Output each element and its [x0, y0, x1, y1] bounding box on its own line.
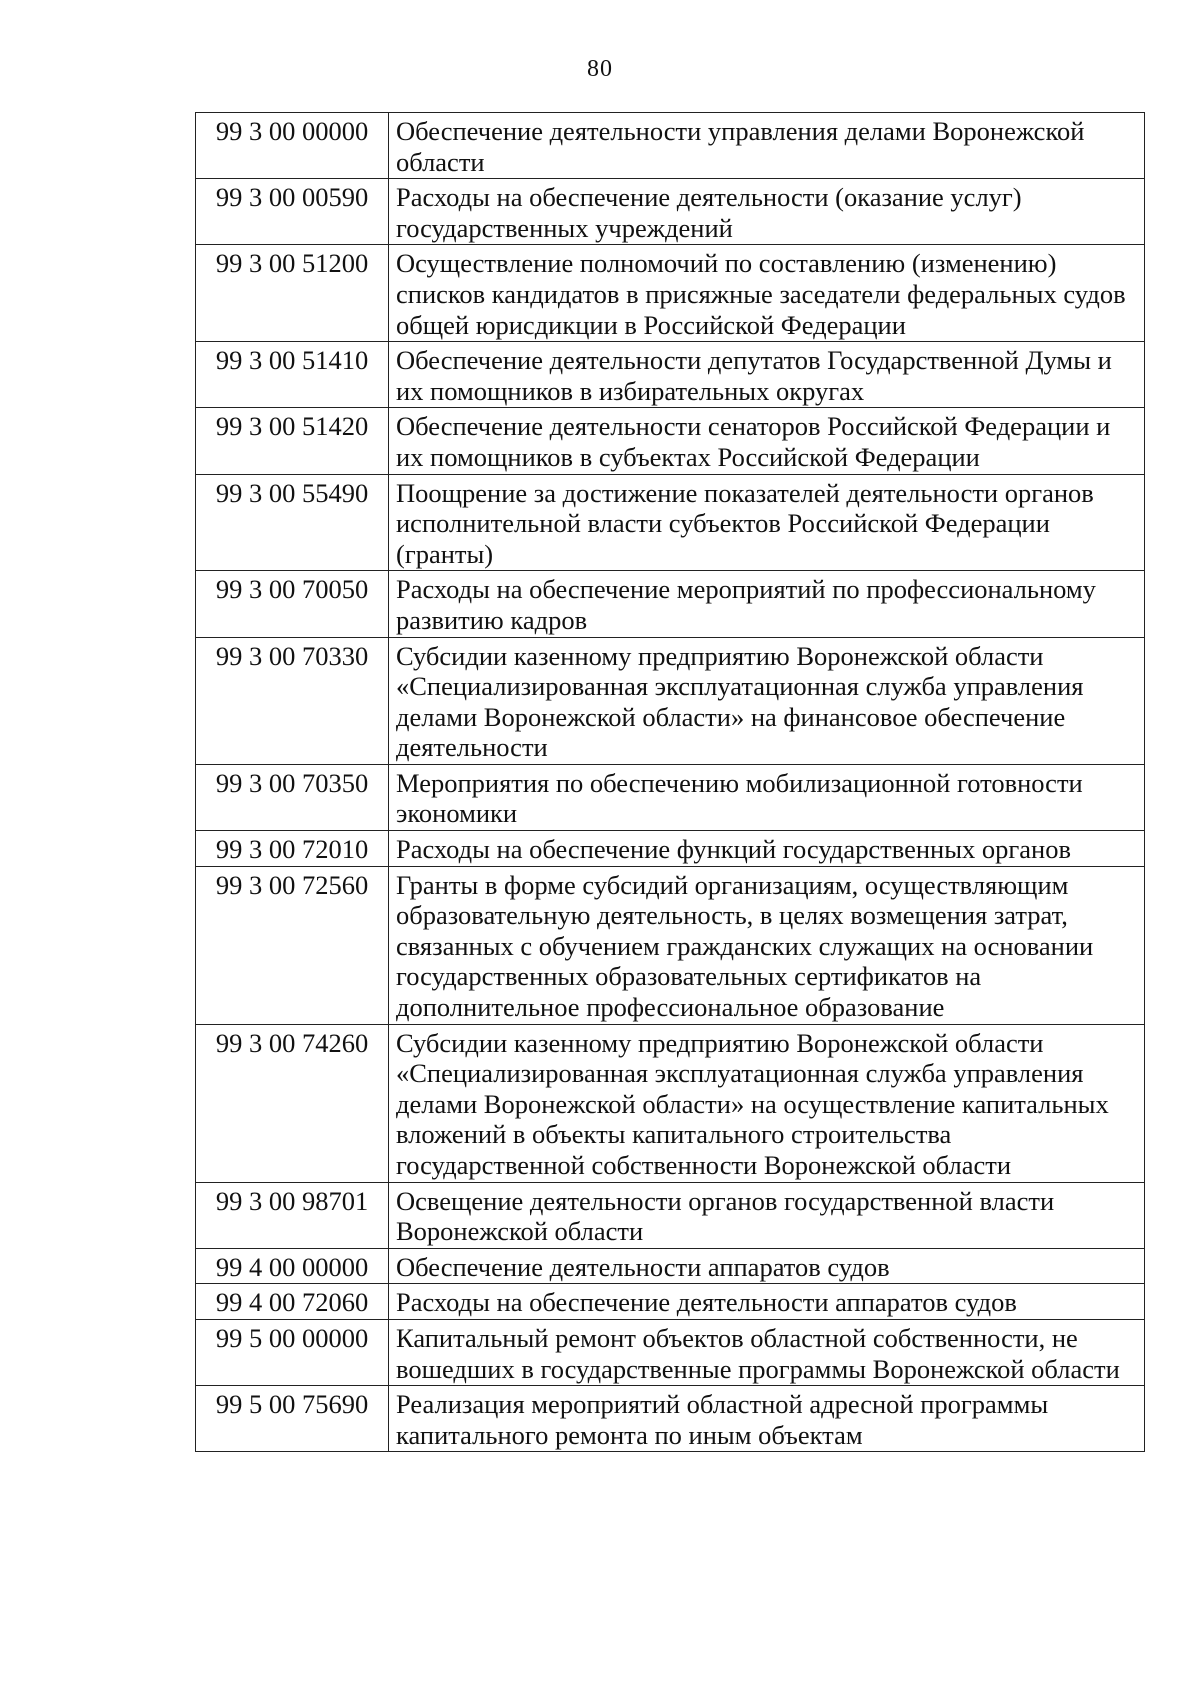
row-code: 99 4 00 72060: [196, 1284, 389, 1320]
table-row: [196, 1248, 1145, 1284]
table-body: [196, 113, 1145, 1452]
table-row: [196, 1182, 1145, 1248]
row-description: Осуществление полномочий по составлению (изменению) списков кандидатов в присяжные заседатели федеральных судов общей юрисдикции в Российской Федерации: [389, 245, 1145, 342]
table-row: [196, 342, 1145, 408]
row-code: 99 3 00 72560: [196, 866, 389, 1024]
table-row: [196, 408, 1145, 474]
table-row: [196, 866, 1145, 1024]
row-code: 99 3 00 98701: [196, 1182, 389, 1248]
row-code: 99 5 00 00000: [196, 1319, 389, 1385]
row-code: 99 3 00 72010: [196, 831, 389, 867]
row-description: Расходы на обеспечение функций государственных органов: [389, 831, 1145, 867]
row-description: Поощрение за достижение показателей деятельности органов исполнительной власти субъектов Российской Федерации (гранты): [389, 474, 1145, 571]
table-row: [196, 571, 1145, 637]
row-code: 99 4 00 00000: [196, 1248, 389, 1284]
row-description: Расходы на обеспечение мероприятий по профессиональному развитию кадров: [389, 571, 1145, 637]
row-description: Расходы на обеспечение деятельности (оказание услуг) государственных учреждений: [389, 179, 1145, 245]
row-description: Капитальный ремонт объектов областной собственности, не вошедших в государственные программы Воронежской области: [389, 1319, 1145, 1385]
row-code: 99 3 00 74260: [196, 1024, 389, 1182]
row-description: Обеспечение деятельности управления делами Воронежской области: [389, 113, 1145, 179]
table-row: [196, 245, 1145, 342]
row-code: 99 3 00 00000: [196, 113, 389, 179]
table-row: [196, 1024, 1145, 1182]
row-code: 99 3 00 51200: [196, 245, 389, 342]
row-description: Обеспечение деятельности аппаратов судов: [389, 1248, 1145, 1284]
row-description: Субсидии казенному предприятию Воронежской области «Специализированная эксплуатационная служба управления делами Воронежской области» на осуществление капитальных вложений в объекты капитального строительства государственной собственности Воронежской области: [389, 1024, 1145, 1182]
row-description: Гранты в форме субсидий организациям, осуществляющим образовательную деятельность, в целях возмещения затрат, связанных с обучением гражданских служащих на основании государственных образовательных сертификатов на дополнительное профессиональное образование: [389, 866, 1145, 1024]
row-code: 99 3 00 70050: [196, 571, 389, 637]
table-row: [196, 179, 1145, 245]
table-row: [196, 1284, 1145, 1320]
row-description: Расходы на обеспечение деятельности аппаратов судов: [389, 1284, 1145, 1320]
table-row: [196, 1319, 1145, 1385]
row-description: Обеспечение деятельности сенаторов Российской Федерации и их помощников в субъектах Российской Федерации: [389, 408, 1145, 474]
row-code: 99 3 00 51410: [196, 342, 389, 408]
row-description: Обеспечение деятельности депутатов Государственной Думы и их помощников в избирательных округах: [389, 342, 1145, 408]
row-description: Мероприятия по обеспечению мобилизационной готовности экономики: [389, 764, 1145, 830]
row-description: Субсидии казенному предприятию Воронежской области «Специализированная эксплуатационная служба управления делами Воронежской области» на финансовое обеспечение деятельности: [389, 637, 1145, 764]
row-code: 99 3 00 51420: [196, 408, 389, 474]
page-number: 80: [587, 56, 613, 82]
table-row: [196, 831, 1145, 867]
row-code: 99 3 00 70330: [196, 637, 389, 764]
row-description: Реализация мероприятий областной адресной программы капитального ремонта по иным объектам: [389, 1386, 1145, 1452]
budget-codes-table: [195, 112, 1145, 1452]
table-row: [196, 637, 1145, 764]
table-row: [196, 764, 1145, 830]
row-description: Освещение деятельности органов государственной власти Воронежской области: [389, 1182, 1145, 1248]
table-row: [196, 1386, 1145, 1452]
row-code: 99 3 00 00590: [196, 179, 389, 245]
table-row: [196, 474, 1145, 571]
table-row: [196, 113, 1145, 179]
row-code: 99 5 00 75690: [196, 1386, 389, 1452]
row-code: 99 3 00 55490: [196, 474, 389, 571]
row-code: 99 3 00 70350: [196, 764, 389, 830]
